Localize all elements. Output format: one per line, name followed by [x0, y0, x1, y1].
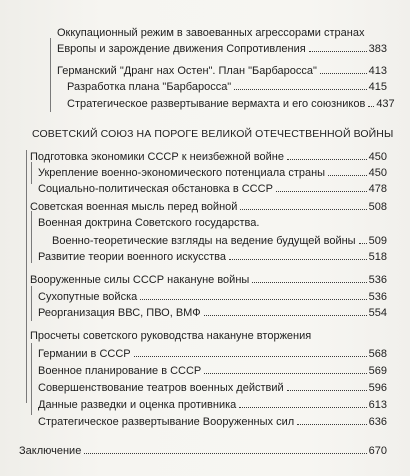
bracket-rule-4 — [31, 211, 32, 263]
toc-entry — [38, 347, 387, 361]
leader-dots — [204, 315, 367, 316]
leader-dots — [359, 243, 367, 244]
toc-entry-title: Военная доктрина Советского государства. — [38, 217, 260, 229]
toc-entry-title: Развитие теории военного искусства — [38, 251, 226, 263]
toc-entry — [30, 273, 387, 287]
toc-entry-page: 670 — [368, 445, 387, 457]
toc-entry-title: Заключение — [19, 445, 82, 457]
bracket-rule-2 — [26, 150, 27, 403]
toc-entry — [30, 150, 387, 164]
toc-entry — [67, 80, 387, 94]
toc-entry-page: 554 — [368, 307, 387, 319]
toc-entry — [52, 234, 387, 248]
toc-entry-page: 613 — [368, 399, 387, 411]
toc-entry-title: Германии в СССР — [38, 348, 131, 360]
leader-dots — [276, 191, 367, 192]
leader-dots — [368, 106, 374, 107]
toc-entry-page: 383 — [368, 43, 387, 55]
toc-entry — [19, 444, 387, 458]
toc-entry-title: Подготовка экономики СССР к неизбежной войне — [30, 151, 284, 163]
toc-entry — [38, 250, 387, 264]
toc-entry-page: 536 — [368, 274, 387, 286]
leader-dots — [297, 424, 367, 425]
toc-entry — [30, 329, 387, 343]
toc-entry-page: 518 — [368, 251, 387, 263]
toc-entry — [30, 200, 387, 214]
toc-entry — [38, 166, 387, 180]
toc-entry-title: Германский "Дранг нах Остен". План "Барбаросса" — [57, 65, 317, 77]
leader-dots — [287, 390, 367, 391]
toc-entry — [38, 364, 387, 378]
leader-dots — [287, 159, 367, 160]
leader-dots — [204, 373, 366, 374]
leader-dots — [229, 259, 367, 260]
toc-entry-page: 596 — [368, 382, 387, 394]
toc-entry-title: Социально-политическая обстановка в СССР — [38, 183, 273, 195]
toc-entry — [38, 381, 387, 395]
toc-entry-page: 450 — [368, 151, 387, 163]
toc-entry-title: Реорганизация ВВС, ПВО, ВМФ — [38, 307, 201, 319]
toc-entry-title: Данные разведки и оценка противника — [38, 399, 237, 411]
leader-dots — [320, 73, 367, 74]
toc-entry-title: Сухопутные войска — [38, 291, 138, 303]
toc-entry-page: 508 — [368, 201, 387, 213]
toc-entry-title: Просчеты советского руководства накануне вторжения — [30, 330, 312, 342]
leader-dots — [252, 282, 366, 283]
toc-entry — [67, 97, 395, 111]
toc-entry — [38, 398, 387, 412]
bracket-rule-6 — [31, 343, 32, 415]
toc-entry-page: 437 — [376, 98, 395, 110]
leader-dots — [239, 407, 366, 408]
bracket-rule-1 — [50, 38, 51, 112]
toc-entry — [57, 26, 387, 40]
leader-dots — [309, 51, 367, 52]
toc-entry-title: Советская военная мысль перед войной — [30, 201, 238, 213]
toc-entry-page: 568 — [368, 348, 387, 360]
bracket-rule-5 — [31, 286, 32, 321]
toc-entry — [57, 42, 387, 56]
toc-entry-title: Оккупационный режим в завоеванных агрессорами странах — [57, 27, 365, 39]
leader-dots — [140, 299, 366, 300]
leader-dots — [234, 89, 366, 90]
toc-entry — [38, 216, 387, 230]
toc-entry-title: Военно-теоретические взгляды на ведение будущей войны — [52, 235, 356, 247]
toc-entry-title: Европы и зарождение движения Сопротивления — [57, 43, 306, 55]
section-heading: СОВЕТСКИЙ СОЮЗ НА ПОРОГЕ ВЕЛИКОЙ ОТЕЧЕСТВЕННОЙ ВОЙНЫ — [32, 128, 394, 140]
toc-entry — [57, 64, 387, 78]
toc-entry-title: Разработка плана "Барбаросса" — [67, 81, 232, 93]
leader-dots — [240, 209, 366, 210]
toc-entry-page: 478 — [368, 183, 387, 195]
toc-entry — [38, 306, 387, 320]
toc-entry-title: Стратегическое развертывание вермахта и его союзников — [67, 98, 366, 110]
leader-dots — [134, 356, 367, 357]
toc-entry-title: Стратегическое развертывание Вооруженных сил — [38, 416, 295, 428]
toc-entry — [38, 290, 387, 304]
toc-entry-page: 569 — [368, 365, 387, 377]
toc-entry — [38, 182, 387, 196]
toc-entry — [38, 415, 387, 429]
toc-entry-page: 509 — [368, 235, 387, 247]
toc-entry-page: 536 — [368, 291, 387, 303]
leader-dots — [328, 175, 367, 176]
toc-entry-page: 415 — [368, 81, 387, 93]
toc-entry-title: Укрепление военно-экономического потенциала страны — [38, 167, 326, 179]
toc-entry-title: Военное планирование в СССР — [38, 365, 202, 377]
toc-entry-title: Вооруженные силы СССР накануне войны — [30, 274, 250, 286]
toc-entry-page: 636 — [368, 416, 387, 428]
toc-entry-page: 450 — [368, 167, 387, 179]
bracket-rule-3 — [31, 162, 32, 184]
leader-dots — [84, 453, 366, 454]
toc-entry-page: 413 — [368, 65, 387, 77]
toc-entry-title: Совершенствование театров военных действий — [38, 382, 284, 394]
